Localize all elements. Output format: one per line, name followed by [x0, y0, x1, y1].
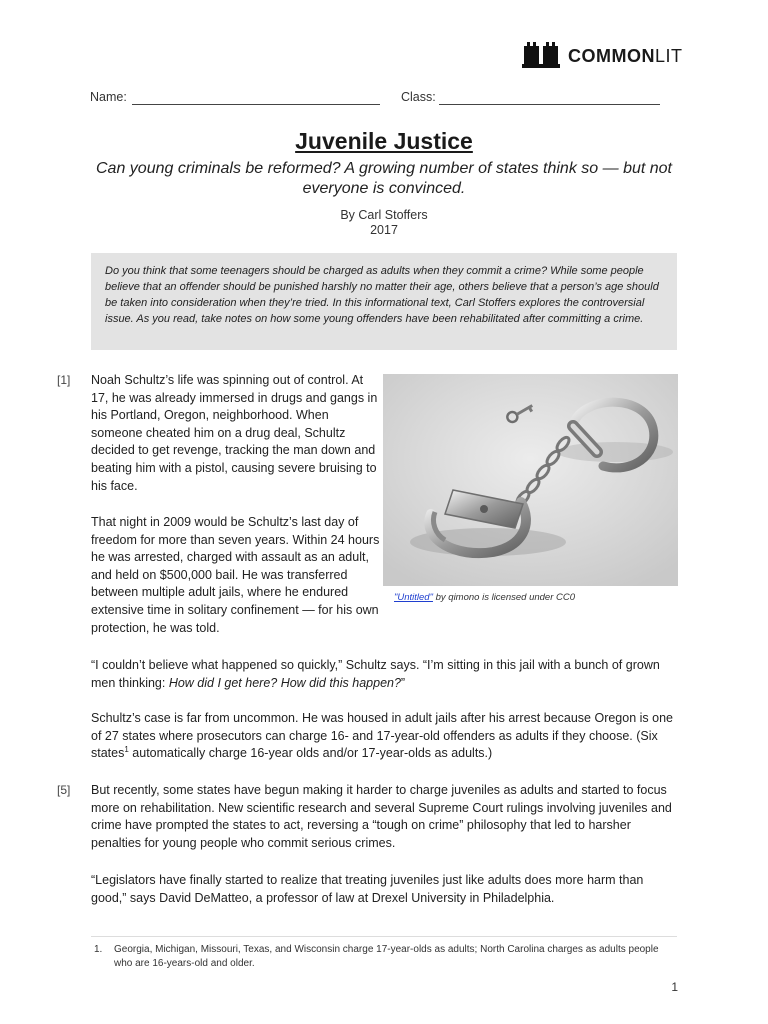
paragraph-6: “Legislators have finally started to realize that treating juveniles just like adults does more harm than good,” says David DeMatteo, a professor of law at Drexel University in Philadelphia. — [91, 873, 644, 905]
paragraph-3: “I couldn’t believe what happened so quickly,” Schultz says. “I’m sitting in this jail with a bunch of grown men thinking: How did I get here? How did this happen?” — [91, 658, 660, 690]
footnote-ref[interactable]: 1 — [124, 745, 129, 755]
paragraph-number: [5] — [57, 783, 71, 797]
paragraph-2: That night in 2009 would be Schultz’s last day of freedom for more than seven years. Within 24 hours he was arrested, charged with assault as an adult, and held on $500,000 bail. He was transferred between multiple adult jails, where he endured extensive time in solitary confinement — for his own protection, he was told. — [91, 515, 380, 635]
handcuffs-photo — [383, 374, 678, 586]
image-caption: "Untitled" by qimono is licensed under CC0 — [394, 592, 576, 603]
intro-box: Do you think that some teenagers should be charged as adults when they commit a crime? While some people believe that an offender should be punished harshly no matter their age, others believe that a person’s age should be taken into consideration when they’re tried. In this informational text, Carl Stoffers explores the controversial issue. As you read, take notes on how some young offenders have been rehabilitated after committing a crime. — [91, 253, 677, 350]
paragraph-number: [1] — [57, 373, 71, 387]
byline — [0, 208, 768, 238]
paragraph-4: Schultz’s case is far from uncommon. He was housed in adult jails after his arrest because Oregon is one of 27 states where prosecutors can charge 16- and 17-year-old offenders as adults if they choose. (Six states$^1$ automatically charge 16-year olds and/or 17-year-olds as adults.) — [91, 711, 673, 761]
paragraph-5: But recently, some states have begun making it harder to charge juveniles as adults and started to focus more on rehabilitation. New scientific research and several Supreme Court rulings involving juveniles and crime have prompted the states to act, reversing a “tough on crime” philosophy that led to harsher penalties for young people who commit serious crimes. — [91, 783, 672, 850]
paragraph-1: Noah Schultz’s life was spinning out of control. At 17, he was already immersed in drugs and gangs in his Portland, Oregon, neighborhood. When someone cheated him on a drug deal, Schultz decided to get revenge, tracking the man down and beating him with a pistol, causing severe bruising to his face. — [91, 373, 378, 493]
article-subtitle: Can young criminals be reformed? A growing number of states think so — but not everyone is convinced. — [96, 160, 672, 197]
publication-year: 2017 — [370, 223, 398, 237]
brand-name: COMMONLIT — [568, 45, 683, 66]
class-label: Class: — [401, 90, 436, 104]
article-title: Juvenile Justice — [295, 128, 473, 154]
name-label: Name: — [90, 90, 127, 104]
author: By Carl Stoffers — [340, 208, 428, 222]
footnote-number: 1. — [94, 944, 103, 955]
commonlit-logo — [522, 42, 683, 70]
page-number: 1 — [671, 980, 678, 994]
name-field[interactable] — [132, 104, 380, 105]
class-field[interactable] — [439, 104, 660, 105]
image-source-link[interactable]: "Untitled" — [394, 592, 433, 603]
footnote-divider — [91, 936, 677, 937]
book-icon — [522, 42, 560, 70]
footnote-text: Georgia, Michigan, Missouri, Texas, and Wisconsin charge 17-year-olds as adults; North Carolina charges as adults people who are 16-years-old and older. — [114, 944, 659, 969]
